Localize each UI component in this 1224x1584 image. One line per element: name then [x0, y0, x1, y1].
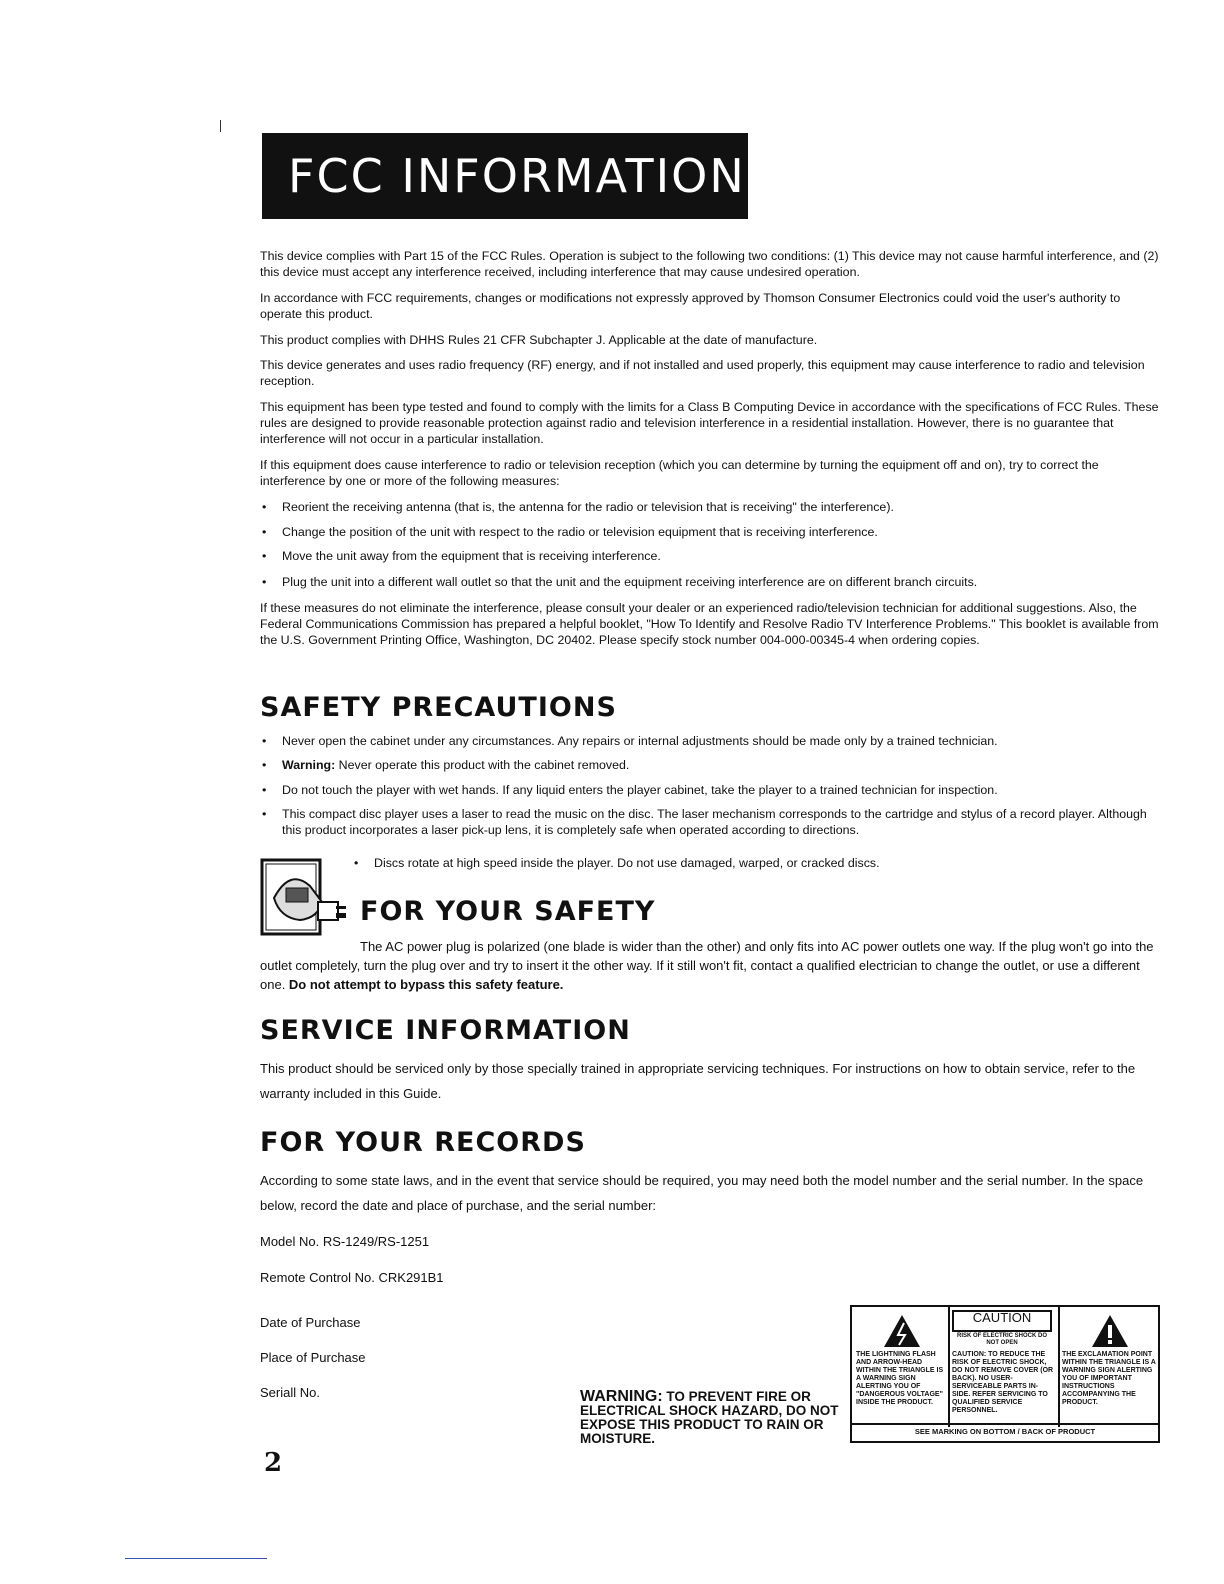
page-number: 2 — [264, 1448, 283, 1478]
date-of-purchase: Date of Purchase — [260, 1315, 361, 1330]
your-safety-body: The AC power plug is polarized (one blade is wider than the other) and only fits into AC power outlets one way. If the plug won't go into the outlet completely, turn the plug over and try to insert it the other way. If it still won't fit, contact a qualified electrician to change the outlet, or use a different one. — [260, 939, 1154, 992]
records-heading: FOR YOUR RECORDS — [260, 1127, 586, 1158]
service-heading: SERVICE INFORMATION — [260, 1015, 631, 1046]
warning-label: Warning: — [282, 758, 336, 772]
fcc-banner — [262, 133, 748, 219]
safety-bullet-text: Discs rotate at high speed inside the player. Do not use damaged, warped, or cracked discs. — [374, 856, 880, 870]
fcc-bullet: • Change the position of the unit with respect to the radio or television equipment that is receiving interference. — [262, 525, 878, 539]
divider — [1058, 1307, 1060, 1427]
caution-right-text: THE EXCLAMATION POINT WITHIN THE TRIANGLE IS A WARNING SIGN ALERTING YOU OF IMPORTANT INSTRUCTIONS ACCOMPANYING THE PRODUCT. — [1062, 1351, 1156, 1406]
lightning-warning-icon — [882, 1313, 922, 1349]
caution-title-box — [952, 1310, 1052, 1332]
fcc-paragraph-2: In accordance with FCC requirements, changes or modifications not expressly approved by Thomson Consumer Electronics could void the user's authority to operate this product. — [260, 291, 1121, 321]
safety-bullet: • Discs rotate at high speed inside the player. Do not use damaged, warped, or cracked discs. — [354, 856, 880, 870]
your-safety-bold: Do not attempt to bypass this safety feature. — [288, 977, 564, 992]
caution-middle-text: CAUTION: TO REDUCE THE RISK OF ELECTRIC SHOCK, DO NOT REMOVE COVER (OR BACK). NO USER-SERVICEABLE PARTS IN-SIDE. REFER SERVICING TO QUALIFIED SERVICE PERSONNEL. — [952, 1351, 1054, 1414]
model-number: Model No. RS-1249/RS-1251 — [260, 1234, 430, 1249]
safety-bullet: • This compact disc player uses a laser to read the music on the disc. The laser mechanism corresponds to the cartridge and stylus of a record player. Although this product incorporates a laser pick-up lens, it is completely safe when operated according to directions. — [262, 807, 1147, 837]
footer-rule — [125, 1558, 267, 1559]
caution-left-text: THE LIGHTNING FLASH AND ARROW-HEAD WITHIN THE TRIANGLE IS A WARNING SIGN ALERTING YOU OF "DANGEROUS VOLTAGE" INSIDE THE PRODUCT. — [856, 1351, 944, 1406]
your-safety-heading: FOR YOUR SAFETY — [360, 896, 656, 927]
caution-subtitle: RISK OF ELECTRIC SHOCK DO NOT OPEN — [956, 1333, 1047, 1346]
caution-label — [850, 1305, 1160, 1443]
fcc-bullet: • Reorient the receiving antenna (that is, the antenna for the radio or television that is receiving" the interference). — [262, 500, 894, 514]
fcc-paragraph-5: This equipment has been type tested and found to comply with the limits for a Class B Computing Device in accordance with the specifications of FCC Rules. These rules are designed to provide reasonable protection against radio and television interference in a residential installation. However, there is no guarantee that interference will not occur in a particular installation. — [260, 400, 1159, 446]
safety-bullet: • Never open the cabinet under any circumstances. Any repairs or internal adjustments should be made only by a trained technician. — [262, 734, 998, 748]
remote-number: Remote Control No. CRK291B1 — [260, 1270, 444, 1285]
safety-bullet-text: Do not touch the player with wet hands. If any liquid enters the player cabinet, take the player to a trained technician for inspection. — [282, 783, 998, 797]
fcc-paragraph-4: This device generates and uses radio frequency (RF) energy, and if not installed and used properly, this equipment may cause interference to radio and television reception. — [260, 358, 1145, 388]
safety-bullet-text: Never open the cabinet under any circumstances. Any repairs or internal adjustments should be made only by a trained technician. — [282, 734, 998, 748]
page-title: FCC INFORMATION — [288, 149, 746, 203]
fcc-bullet-text: Change the position of the unit with respect to the radio or television equipment that is receiving interference. — [282, 525, 878, 539]
margin-mark — [220, 120, 221, 132]
exclamation-warning-icon — [1090, 1313, 1130, 1349]
fcc-bullet: • Move the unit away from the equipment that is receiving interference. — [262, 549, 661, 563]
polarized-plug-icon — [260, 858, 352, 940]
safety-bullet-text: Never operate this product with the cabinet removed. — [335, 758, 630, 772]
warning-notice — [580, 1390, 842, 1446]
place-of-purchase: Place of Purchase — [260, 1350, 366, 1365]
caution-footer: SEE MARKING ON BOTTOM / BACK OF PRODUCT — [852, 1423, 1158, 1441]
warning-lead: WARNING: — [580, 1388, 663, 1405]
fcc-paragraph-6: If this equipment does cause interference to radio or television reception (which you can determine by turning the equipment off and on), try to correct the interference by one or more of the following measures: — [260, 458, 1099, 488]
your-safety-text — [260, 937, 1165, 994]
fcc-bullet: • Plug the unit into a different wall outlet so that the unit and the equipment receiving interference are on different branch circuits. — [262, 575, 978, 589]
fcc-bullet-text: Reorient the receiving antenna (that is, the antenna for the radio or television that is receiving" the interference). — [282, 500, 894, 514]
serial-number: Seriall No. — [260, 1385, 320, 1400]
fcc-paragraph-3: This product complies with DHHS Rules 21 CFR Subchapter J. Applicable at the date of manufacture. — [260, 333, 818, 347]
safety-bullet: • Do not touch the player with wet hands. If any liquid enters the player cabinet, take the player to a trained technician for inspection. — [262, 783, 998, 797]
caution-title: CAUTION — [972, 1310, 1032, 1325]
service-text: This product should be serviced only by those specially trained in appropriate servicing techniques. For instructions on how to obtain service, refer to the warranty included in this Guide. — [260, 1061, 1136, 1101]
fcc-bullet-text: Plug the unit into a different wall outlet so that the unit and the equipment receiving interference are on different branch circuits. — [282, 575, 978, 589]
safety-heading: SAFETY PRECAUTIONS — [260, 692, 617, 723]
safety-bullet-text: This compact disc player uses a laser to read the music on the disc. The laser mechanism corresponds to the cartridge and stylus of a record player. Although this product incorporates a laser pick-up lens, it is completely safe when operated according to directions. — [282, 807, 1147, 837]
records-text: According to some state laws, and in the event that service should be required, you may need both the model number and the serial number. In the space below, record the date and place of purchase, and the serial number: — [260, 1173, 1144, 1213]
fcc-paragraph-1: This device complies with Part 15 of the FCC Rules. Operation is subject to the following two conditions: (1) This device may not cause harmful interference, and (2) this device must accept any interference received, including interference that may cause undesired operation. — [260, 249, 1159, 279]
warning-text: TO PREVENT FIRE OR ELECTRICAL SHOCK HAZARD, DO NOT EXPOSE THIS PRODUCT TO RAIN OR MOISTURE. — [580, 1389, 839, 1446]
fcc-paragraph-7: If these measures do not eliminate the interference, please consult your dealer or an experienced radio/television technician for additional suggestions. Also, the Federal Communications Commission has prepared a helpful booklet, "How To Identify and Resolve Radio TV Interference Problems." This booklet is available from the U.S. Government Printing Office, Washington, DC 20402. Please specify stock number 004-000-00345-4 when ordering copies. — [260, 601, 1159, 647]
safety-bullet: • Warning: Never operate this product with the cabinet removed. — [262, 758, 630, 772]
fcc-bullet-text: Move the unit away from the equipment that is receiving interference. — [282, 549, 661, 563]
divider — [948, 1307, 950, 1427]
